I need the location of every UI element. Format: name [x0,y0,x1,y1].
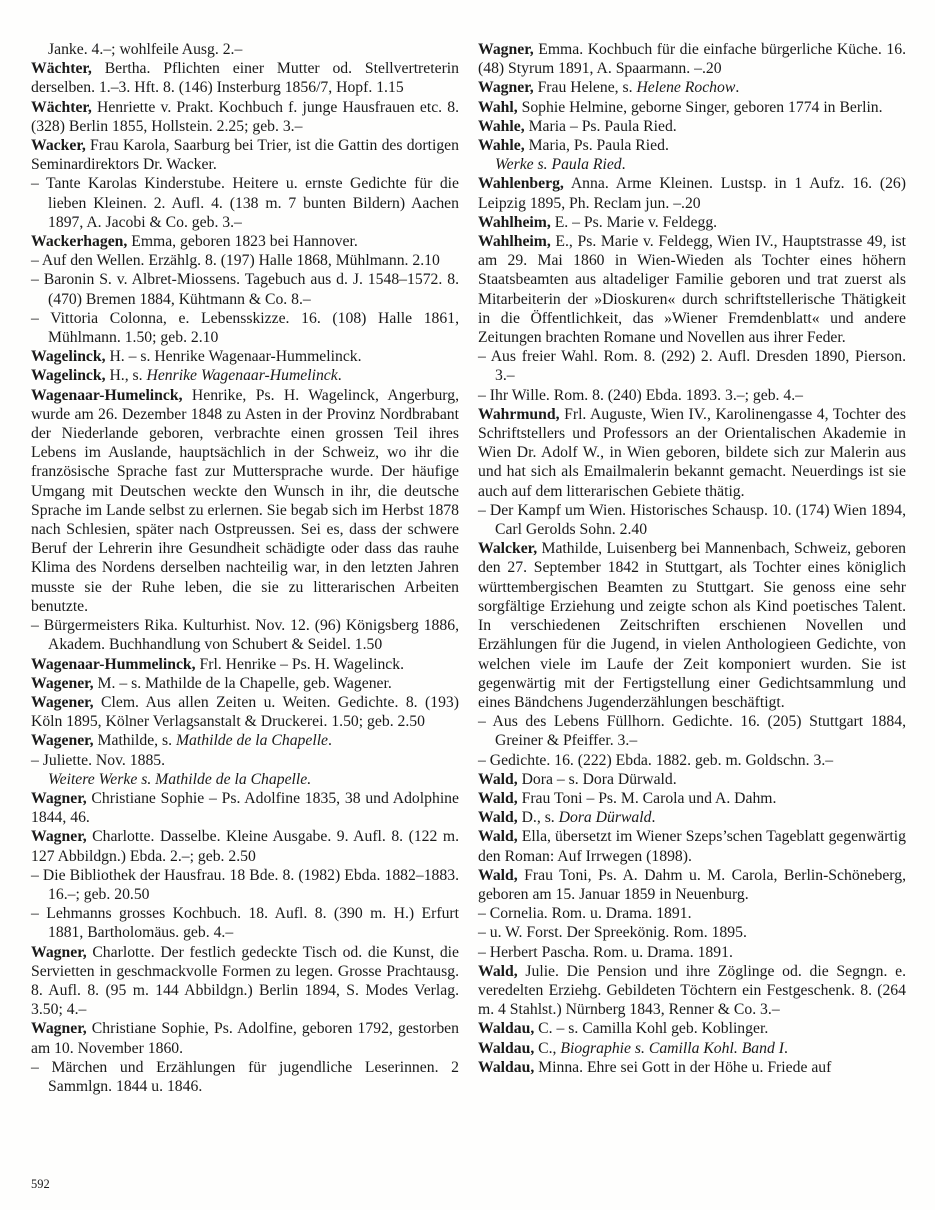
work-item [478,904,906,923]
lexicon-entry [31,655,459,674]
text-run: . [337,367,342,385]
text-run: Minna. Ehre sei Gott in der Höhe u. Friede auf [534,1058,832,1076]
entry-headword: Wahlenberg, [478,175,564,193]
text-run: Dora – s. Dora Dürwald. [517,770,677,788]
entry-headword: Wagelinck, [31,348,106,366]
text-run: Bertha. Pflichten einer Mutter od. Stellvertreterin derselben. 1.–3. Hft. 8. (146) Insterburg 1856/7, Hopf. 1.15 [31,60,459,97]
work-item [478,923,906,942]
lexicon-entry [31,789,459,827]
entry-headword: Wagner, [478,41,534,58]
text-run: Mathilde, s. [93,732,176,750]
text-run: Sophie Helmine, geborne Singer, geboren 1774 in Berlin. [517,98,883,116]
text-run: Emma, geboren 1823 bei Hannover. [127,233,358,251]
text-run: Frl. Auguste, Wien IV., Karolinengasse 4, Tochter des Schriftstellers und Professors an der Orientalischen Akademie in Wien Dr. Adolf W., in Wien geboren, bildete sich zur Malerin aus und hat sich als Emailmalerin bekannt gemacht. Neuerdings ist sie auch auf dem litterarischen Gebiete thätig. [478,405,906,500]
entry-headword: Wächter, [31,98,92,116]
text-run: Christiane Sophie, Ps. Adolfine, geboren 1792, gestorben am 10. November 1860. [31,1020,459,1057]
text-run: Christiane Sophie – Ps. Adolfine 1835, 38 und Adolphine 1844, 46. [31,789,459,827]
text-run: – Märchen und Erzählungen für jugendliche Leserinnen. 2 Sammlgn. 1844 u. 1846. [31,1058,459,1095]
text-run: – Herbert Pascha. Rom. u. Drama. 1891. [478,943,733,961]
italic-reference: Helene Rochow [636,79,736,97]
lexicon-entry [478,136,906,155]
text-run: – Tante Karolas Kinderstube. Heitere u. ernste Gedichte für die lieben Kleinen. 2. Aufl. 4. (138 m. 7 bunten Bildern) Aachen 1897, A. Jacobi & Co. geb. 3.– [31,175,459,231]
italic-reference: Henrike Wagenaar-Humelinck [146,367,338,385]
text-run: Mathilde, Luisenberg bei Mannenbach, Schweiz, geboren den 27. September 1842 in Stuttgart, als Tochter eines königlich württembergischen Beamten zu Stuttgart. Sie genoss eine sehr sorgfältige Erziehung und zeigte schon als Kind poetisches Talent. In verschiedenen Zeitschriften erschienen Novellen und Erzählungen für die Jugend, in vielen Anthologieen Gedichte, von welchen viele im Laufe der Zeit komponiert wurden. Sie ist gegenwärtig mit der Fertigstellung einer Gedichtsammlung und eines Bändchens Jugenderzählungen beschäftigt. [478,540,906,711]
entry-headword: Waldau, [478,1058,535,1076]
work-item [478,943,906,962]
lexicon-entry [478,1019,906,1038]
text-run: . [651,809,656,827]
text-run: . [328,732,332,750]
entry-headword: Wahl, [478,98,518,116]
entry-headword: Wald, [478,828,518,846]
lexicon-entry [31,827,459,865]
lexicon-entry [31,386,459,616]
work-item [31,174,459,232]
lexicon-entry [31,943,459,1020]
text-run: – Gedichte. 16. (222) Ebda. 1882. geb. m. Goldschn. 3.– [478,751,834,769]
entry-headword: Wald, [478,789,518,807]
text-run: . [735,79,740,97]
lexicon-entry [478,1039,906,1058]
entry-headword: Wald, [478,962,518,980]
text-run: Henrike, Ps. H. Wagelinck, Angerburg, wurde am 26. Dezember 1848 zu Asten in der Provinz Nordbrabant der Niederlande geboren, verbrachte einen grossen Teil ihres Lebens im Auslande, hauptsächlich in der Schweiz, wo ihr die französische Sprache fast zur Muttersprache wurde. Der häufige Umgang mit Deutschen weckte den Wunsch in ihr, die deutsche Sprache im Lande selbst zu erlernen. Sie begab sich im Herbst 1878 nach Schlesien, später nach Ostpreussen. Sei es, dass der schwere Beruf der Lehrerin ihre Gesundheit schädigte oder dass das rauhe Klima des Nordens derselben nachteilig war, in den letzten Jahren musste sie der Ruhe leben, die sie zu litterarischen Arbeiten benutzte. [31,386,459,615]
text-run: – Lehmanns grosses Kochbuch. 18. Aufl. 8. (390 m. H.) Erfurt 1881, Bartholomäus. geb. 4.– [31,905,459,942]
work-item [31,616,459,654]
text-run: Janke. 4.–; wohlfeile Ausg. 2.– [48,41,243,58]
text-run: E., Ps. Marie v. Feldegg, Wien IV., Hauptstrasse 49, ist am 29. Mai 1860 in Wien-Wieden als Tochter eines höhern Staatsbeamten aus altadeliger Familie geboren und trat zuerst als Mitarbeiterin der »Dioskuren« durch schriftstellerische Thätigkeit in die Öffentlichkeit, das »Wiener Fremdenblatt« und andere Zeitungen brachten Romane und Novellen aus ihrer Feder. [478,233,906,347]
entry-headword: Wahlheim, [478,233,551,251]
text-run: Maria, Ps. Paula Ried. [524,137,669,155]
work-item [31,904,459,942]
text-run: C. – s. Camilla Kohl geb. Koblinger. [534,1020,769,1038]
text-run: Frau Helene, s. [533,79,637,97]
lexicon-entry [478,78,906,97]
entry-headword: Wagner, [31,1020,87,1038]
entry-headword: Wagner, [31,828,87,846]
lexicon-entry [31,136,459,174]
entry-headword: Wald, [478,770,518,788]
text-run: Ella, übersetzt im Wiener Szeps’schen Tageblatt gegenwärtig den Roman: Auf Irrwegen (1898). [478,828,906,865]
work-item [31,270,459,308]
lexicon-entry [478,40,906,78]
text-run: – Auf den Wellen. Erzählg. 8. (197) Halle 1868, Mühlmann. 2.10 [31,252,440,270]
entry-headword: Waldau, [478,1020,535,1038]
lexicon-entry [31,59,459,97]
entry-headword: Wahrmund, [478,405,560,423]
text-run: – Aus freier Wahl. Rom. 8. (292) 2. Aufl. Dresden 1890, Pierson. 3.– [478,348,906,385]
text-run: Frau Karola, Saarburg bei Trier, ist die Gattin des dortigen Seminardirektors Dr. Wacker. [31,137,459,174]
text-run: – Die Bibliothek der Hausfrau. 18 Bde. 8. (1982) Ebda. 1882–1883. 16.–; geb. 20.50 [31,866,459,903]
entry-headword: Wagenaar-Hummelinck, [31,655,196,673]
column-right [478,40,906,1096]
work-item [31,1058,459,1096]
work-item [31,866,459,904]
text-run: H. – s. Henrike Wagenaar-Hummelinck. [105,348,362,366]
entry-headword: Waldau, [478,1039,535,1057]
lexicon-entry [478,1058,906,1077]
lexicon-entry [478,539,906,712]
text-run: Frl. Henrike – Ps. H. Wagelinck. [195,655,405,673]
text-run: H., s. [105,367,147,385]
lexicon-entry [31,347,459,366]
entry-headword: Wagenaar-Humelinck, [31,386,183,404]
text-run: Frau Toni – Ps. M. Carola und A. Dahm. [517,789,777,807]
column-left [31,40,459,1096]
entry-headword: Wald, [478,809,518,827]
text-run: – u. W. Forst. Der Spreekönig. Rom. 1895. [478,924,747,942]
page-number: 592 [31,1176,50,1191]
lexicon-entry [478,827,906,865]
entry-headword: Wagner, [31,789,87,807]
text-run: Anna. Arme Kleinen. Lustsp. in 1 Aufz. 16. (26) Leipzig 1895, Ph. Reclam jun. –.20 [478,175,906,212]
text-run: – Bürgermeisters Rika. Kulturhist. Nov. 12. (96) Königsberg 1886, Akadem. Buchhandlung von Schubert & Seidel. 1.50 [31,617,459,654]
text-run: C., [534,1039,561,1057]
text-run: Clem. Aus allen Zeiten u. Weiten. Gedichte. 8. (193) Köln 1895, Kölner Verlagsanstalt & Druckerei. 1.50; geb. 2.50 [31,693,459,731]
work-item [31,751,459,770]
text-run: . [621,156,626,174]
work-item [31,251,459,270]
entry-headword: Wacker, [31,137,86,155]
lexicon-entry [31,366,459,385]
entry-headword: Wagener, [31,693,94,711]
work-item [478,751,906,770]
entry-headword: Wagner, [31,943,87,961]
text-run: Charlotte. Der festlich gedeckte Tisch od. die Kunst, die Servietten in geschmackvolle Formen zu legen. Grosse Prachtausg. 8. Aufl. 8. (95 m. 144 Abbildgn.) Berlin 1894, S. Modes Verlag. 3.50; 4.– [31,943,459,1019]
lexicon-entry [31,1019,459,1057]
entry-headword: Walcker, [478,540,538,558]
text-run: E. – Ps. Marie v. Feldegg. [550,213,718,231]
text-run: – Aus des Lebens Füllhorn. Gedichte. 16. (205) Stuttgart 1884, Greiner & Pfeiffer. 3.– [478,713,906,750]
text-run: Charlotte. Dasselbe. Kleine Ausgabe. 9. Aufl. 8. (122 m. 127 Abbildgn.) Ebda. 2.–; geb. 2.50 [31,828,459,865]
entry-headword: Wächter, [31,60,92,78]
lexicon-entry [478,213,906,232]
italic-reference: Mathilde de la Chapelle [175,732,329,750]
lexicon-entry [478,770,906,789]
text-run: Frau Toni, Ps. A. Dahm u. M. Carola, Berlin-Schöneberg, geboren am 15. Januar 1859 in Neuenburg. [478,866,906,903]
text-run: Julie. Die Pension und ihre Zöglinge od. die Segngn. e. veredelten Erziehg. Gebildeten Töchtern ein Festgeschenk. 8. (264 m. 4 Stahlst.) Nürnberg 1843, Renner & Co. 3.– [478,962,906,1019]
text-run: – Cornelia. Rom. u. Drama. 1891. [478,905,692,923]
italic-reference: Dora Dürwald [558,809,652,827]
lexicon-entry [478,98,906,117]
text-run: Maria – Ps. Paula Ried. [524,117,677,135]
work-item [31,309,459,347]
text-run: – Ihr Wille. Rom. 8. (240) Ebda. 1893. 3.–; geb. 4.– [478,386,803,404]
entry-headword: Wagelinck, [31,367,106,385]
entry-headword: Wahlheim, [478,213,551,231]
work-item [478,347,906,385]
lexicon-entry [478,962,906,1020]
text-run: D., s. [517,809,559,827]
lexicon-entry [31,731,459,750]
lexicon-entry [31,232,459,251]
italic-reference: Werke s. Paula Ried [495,156,622,174]
text-run: . [783,1039,788,1057]
text-run: M. – s. Mathilde de la Chapelle, geb. Wagener. [93,674,392,692]
cross-reference-note [478,155,906,174]
italic-reference: Biographie s. Camilla Kohl. Band I [560,1039,784,1057]
entry-headword: Wagener, [31,674,94,692]
text-run: – Baronin S. v. Albret-Miossens. Tagebuch aus d. J. 1548–1572. 8. (470) Bremen 1884, Kühtmann & Co. 8.– [31,271,459,308]
text-run: – Der Kampf um Wien. Historisches Schausp. 10. (174) Wien 1894, Carl Gerolds Sohn. 2.40 [478,501,906,539]
text-run: – Juliette. Nov. 1885. [31,751,166,769]
text-run: – Vittoria Colonna, e. Lebensskizze. 16. (108) Halle 1861, Mühlmann. 1.50; geb. 2.10 [31,309,459,347]
lexicon-entry [478,789,906,808]
work-item [478,501,906,539]
lexicon-entry [478,808,906,827]
text-run: Henriette v. Prakt. Kochbuch f. junge Hausfrauen etc. 8. (328) Berlin 1855, Hollstein. 2.25; geb. 3.– [31,98,459,135]
italic-reference: Weitere Werke s. Mathilde de la Chapelle. [48,770,312,788]
work-item [478,712,906,750]
cross-reference-note [31,770,459,789]
entry-headword: Wahle, [478,117,525,135]
lexicon-entry [478,174,906,212]
entry-headword: Wagner, [478,79,534,97]
entry-headword: Wahle, [478,137,525,155]
lexicon-entry [31,674,459,693]
lexicon-entry [478,117,906,136]
lexicon-entry [478,232,906,347]
lexicon-entry [478,866,906,904]
text-run: Emma. Kochbuch für die einfache bürgerliche Küche. 16. (48) Styrum 1891, A. Spaarmann. –.20 [478,41,906,78]
entry-headword: Wackerhagen, [31,233,128,251]
work-item [478,386,906,405]
lexicon-entry [478,405,906,501]
lexicon-entry [31,693,459,731]
entry-headword: Wald, [478,866,518,884]
continuation-line [31,40,459,59]
entry-headword: Wagener, [31,732,94,750]
lexicon-entry [31,98,459,136]
text-columns [31,40,906,1096]
